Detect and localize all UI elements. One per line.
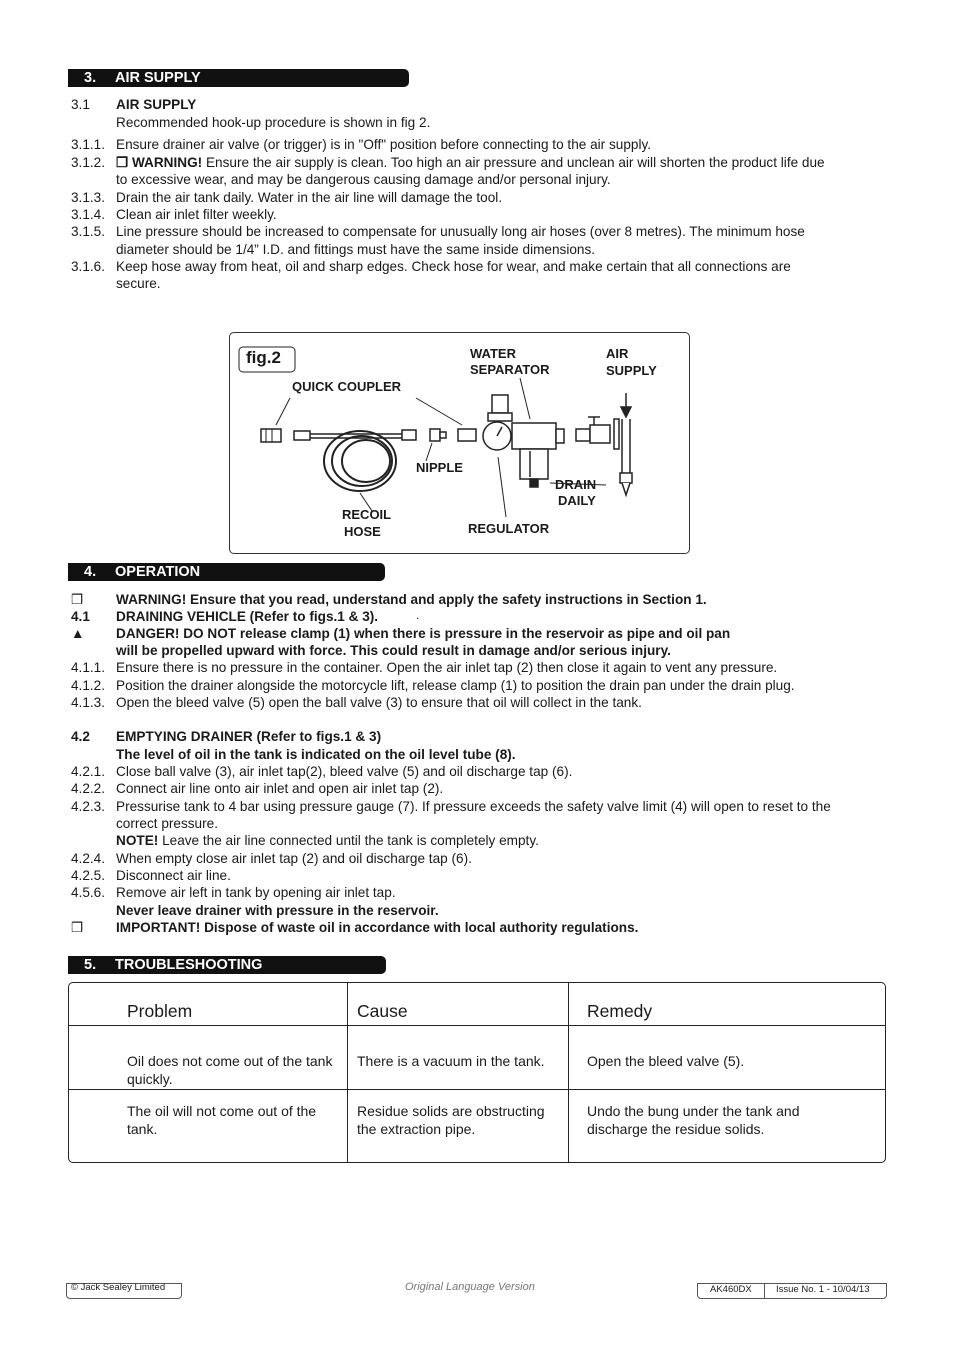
regulator-label: REGULATOR (468, 521, 550, 536)
item-number: 4.2.2. (71, 781, 106, 796)
item-number: 3.1.4. (71, 207, 106, 222)
quick-coupler-label: QUICK COUPLER (292, 379, 402, 394)
item-number: ❒ (71, 592, 84, 607)
item-text: The level of oil in the tank is indicated on the oil level tube (8). (116, 747, 516, 762)
item-number: 3.1.2. (71, 155, 106, 170)
hose-fitting-icon (294, 431, 310, 440)
item-text: When empty close air inlet tap (2) and oil discharge tap (6). (116, 851, 472, 866)
item-text (116, 832, 539, 849)
item-text: Pressurise tank to 4 bar using pressure gauge (7). If pressure exceeds the safety valve limit (4) will open to reset to the (116, 799, 831, 814)
body-text: Ensure the air supply is clean. Too high an air pressure and unclean air will shorten the product life due (202, 155, 825, 170)
recoil-hose-icon (324, 431, 396, 491)
section-title: AIR SUPPLY (115, 70, 201, 86)
item-number: 4.2.4. (71, 851, 106, 866)
emphasis-text: ❒ WARNING! (116, 155, 203, 170)
item-text: WARNING! Ensure that you read, understand and apply the safety instructions in Section 1. (116, 592, 707, 607)
water-separator-icon (483, 395, 564, 487)
fig-label: fig.2 (246, 348, 281, 367)
item-text: Drain the air tank daily. Water in the air line will damage the tool. (116, 190, 503, 205)
cause-cell: Residue solids are obstructing the extraction pipe. (357, 1103, 545, 1137)
item-number: 4.2 (71, 729, 90, 744)
item-number: 4.1 (71, 609, 90, 624)
item-number: 4.1.2. (71, 678, 106, 693)
item-text: DRAINING VEHICLE (Refer to figs.1 & 3). (116, 609, 379, 624)
section-3-header (68, 69, 409, 87)
troubleshooting-table (68, 982, 886, 1163)
item-text: Never leave drainer with pressure in the reservoir. (116, 903, 439, 918)
section-5-header (68, 956, 386, 974)
item-text: DANGER! DO NOT release clamp (1) when there is pressure in the reservoir as pipe and oil pan (116, 626, 731, 641)
section-title: TROUBLESHOOTING (115, 957, 263, 973)
remedy-cell: Open the bleed valve (5). (587, 1053, 745, 1069)
water-separator-label-2: SEPARATOR (470, 362, 550, 377)
item-number: ▲ (71, 626, 85, 641)
item-number: 4.1.1. (71, 660, 106, 675)
item-text: diameter should be 1/4” I.D. and fittings must have the same inside dimensions. (116, 242, 596, 257)
item-text: Clean air inlet filter weekly. (116, 207, 277, 222)
section-title: OPERATION (115, 564, 201, 580)
air-supply-label-2: SUPPLY (606, 363, 657, 378)
figure-2 (229, 332, 690, 554)
item-number: ❒ (71, 920, 84, 935)
cause-cell: There is a vacuum in the tank. (357, 1053, 545, 1069)
stray-dot: . (416, 608, 420, 622)
item-text: Open the bleed valve (5) open the ball valve (3) to ensure that oil will collect in the tank. (116, 695, 642, 710)
item-text: Position the drainer alongside the motorcycle lift, release clamp (1) to position the drain pan under the drain plug. (116, 678, 795, 693)
item-number: 3.1 (71, 97, 90, 112)
table-row (69, 1026, 885, 1090)
item-number: 4.5.6. (71, 885, 106, 900)
drain-daily-label-2: DAILY (558, 493, 596, 508)
item-number: 3.1.3. (71, 190, 106, 205)
body-text: Leave the air line connected until the tank is completely empty. (158, 833, 539, 848)
item-text: Recommended hook-up procedure is shown in fig 2. (116, 115, 431, 130)
item-text: Ensure there is no pressure in the container. Open the air inlet tap (2) then close it again to vent any pressure. (116, 660, 778, 675)
item-text: secure. (116, 276, 161, 291)
language-note: Original Language Version (405, 1281, 535, 1293)
item-number: 3.1.5. (71, 224, 106, 239)
item-text: AIR SUPPLY (116, 97, 197, 112)
issue-text: Issue No. 1 - 10/04/13 (776, 1284, 870, 1295)
table-row (69, 1090, 885, 1162)
copyright-text: © Jack Sealey Limited (71, 1282, 166, 1293)
problem-cell: The oil will not come out of the tank. (127, 1103, 317, 1137)
header-remedy: Remedy (587, 1001, 653, 1021)
footer-divider (764, 1284, 765, 1298)
item-text: Keep hose away from heat, oil and sharp edges. Check hose for wear, and make certain that all connections are (116, 259, 791, 274)
item-number: 4.2.3. (71, 799, 106, 814)
section-number: 3. (84, 70, 97, 86)
recoil-hose-label-1: RECOIL (342, 507, 392, 522)
item-text: Remove air left in tank by opening air inlet tap. (116, 885, 396, 900)
item-text: IMPORTANT! Dispose of waste oil in accordance with local authority regulations. (116, 920, 639, 935)
recoil-hose-label-2: HOSE (344, 524, 381, 539)
item-number: 3.1.1. (71, 137, 106, 152)
nipple-icon (430, 429, 476, 441)
table-header-row (69, 983, 885, 1026)
item-text: Line pressure should be increased to compensate for unusually long air hoses (over 8 metres). The minimum hose (116, 224, 805, 239)
item-number: 4.2.1. (71, 764, 106, 779)
item-text: correct pressure. (116, 816, 218, 831)
header-cause: Cause (357, 1001, 408, 1021)
item-text: Close ball valve (3), air inlet tap(2), bleed valve (5) and oil discharge tap (6). (116, 764, 573, 779)
item-text (116, 154, 825, 171)
item-text: will be propelled upward with force. This could result in damage and/or serious injury. (116, 643, 671, 658)
water-separator-label-1: WATER (470, 346, 516, 361)
section-number: 5. (84, 957, 97, 973)
section-4-header (68, 563, 385, 581)
model-code: AK460DX (710, 1284, 752, 1295)
nipple-label: NIPPLE (416, 460, 463, 475)
problem-cell: Oil does not come out of the tank quickly. (127, 1053, 333, 1087)
item-number: 3.1.6. (71, 259, 106, 274)
header-problem: Problem (127, 1001, 193, 1021)
item-number: 4.2.5. (71, 868, 106, 883)
copyright-box (66, 1283, 182, 1299)
emphasis-text: NOTE! (116, 833, 159, 848)
model-issue-box (697, 1283, 887, 1299)
item-text: to excessive wear, and may be dangerous causing damage and/or personal injury. (116, 172, 611, 187)
drain-daily-label-1: DRAIN (555, 477, 597, 492)
section-number: 4. (84, 564, 97, 580)
item-number: 4.1.3. (71, 695, 106, 710)
remedy-cell: Undo the bung under the tank and discharge the residue solids. (587, 1103, 800, 1137)
item-text: Disconnect air line. (116, 868, 231, 883)
item-text: Connect air line onto air inlet and open air inlet tap (2). (116, 781, 444, 796)
item-text: Ensure drainer air valve (or trigger) is in "Off" position before connecting to the air supply. (116, 137, 652, 152)
air-supply-label-1: AIR (606, 346, 629, 361)
quick-coupler-icon (261, 429, 281, 442)
item-text: EMPTYING DRAINER (Refer to figs.1 & 3) (116, 729, 382, 744)
